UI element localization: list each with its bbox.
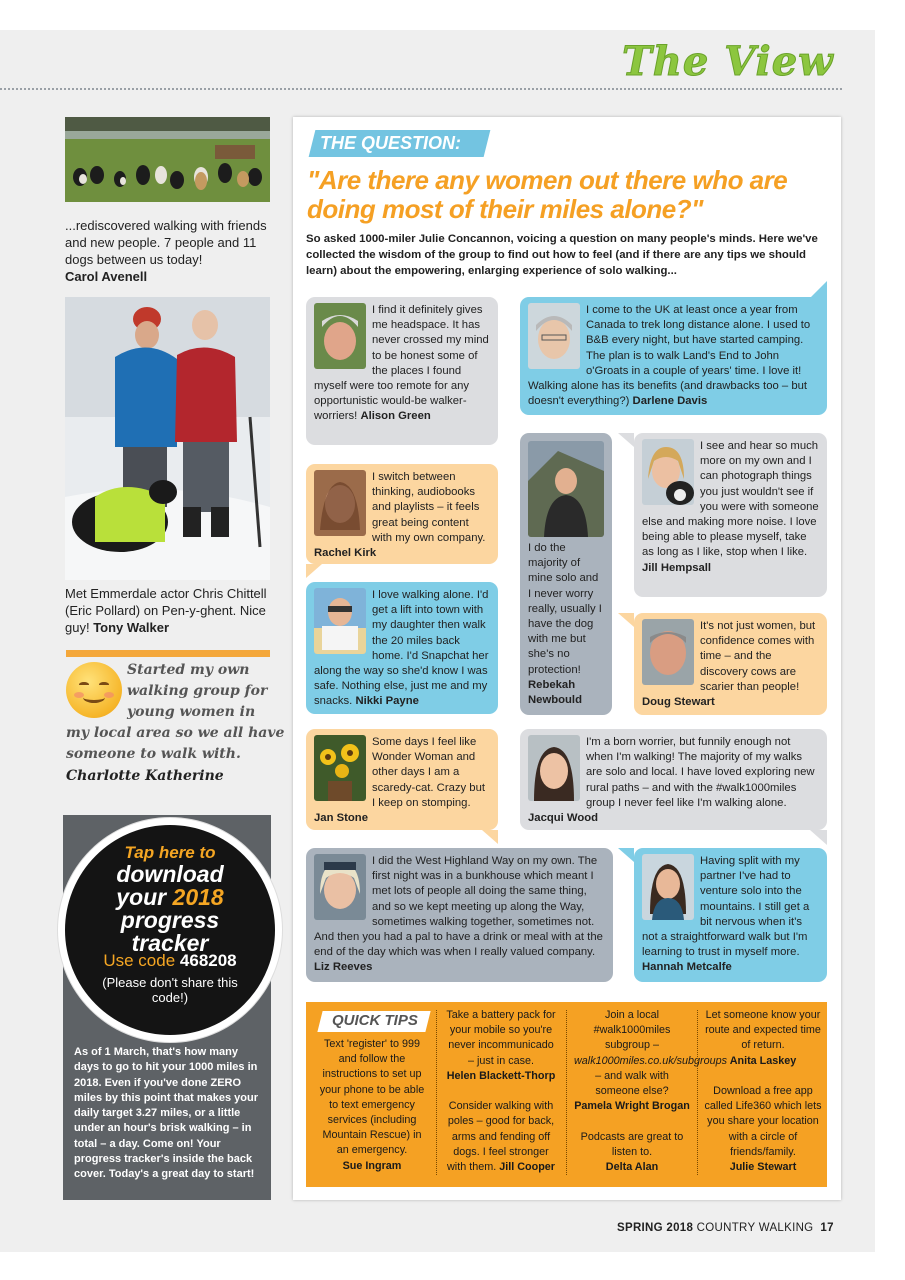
promo-code: Use code 468208 — [103, 951, 237, 970]
tip-column: Text 'register' to 999 and follow the instructions to set up your phone to be able to text emergency services (including Mountain Rescue) in an emergency. Sue Ingram — [319, 1038, 425, 1172]
response-bubble: I come to the UK at least once a year from Canada to trek long distance alone. I used to B&B every night, but have started camping. The plan is to walk Land's End to John o'Groats in a couple of years' time. I love it! Walking alone has its benefits (and drawbacks too – but doesn't everything?) Darlene Davis — [520, 297, 827, 415]
pull-quote-line: young women in — [127, 704, 256, 720]
tip-column: Take a battery pack for your mobile so you're never incommunicado – just in case. Helen Blackett-Thorp Consider walking with poles – good for back, arms and fending off dogs. I feel stronger with them. Jill Cooper — [446, 1009, 556, 1174]
response-bubble: I find it definitely gives me headspace. It has never crossed my mind to be honest some of the places I found myself were too remote for any opportunistic would-be walker-worriers! Alison Green — [306, 297, 498, 445]
tip-divider — [566, 1010, 567, 1175]
dogs-group-photo — [65, 117, 270, 202]
tip-divider — [697, 1010, 698, 1175]
avatar — [642, 619, 694, 685]
smiling-face-icon — [66, 662, 122, 718]
code-note: (Please don't share this code!) — [102, 975, 238, 1005]
response-bubble: Some days I feel like Wonder Woman and other days I am a scaredy-cat. Crazy but I keep on stomping. Jan Stone — [306, 729, 498, 830]
caption-carol: ...rediscovered walking with friends and new people. 7 people and 11 dogs between us today! Carol Avenell — [65, 218, 267, 284]
avatar — [528, 735, 580, 801]
avatar — [314, 854, 366, 920]
masthead-title: The View — [622, 38, 834, 85]
avatar — [528, 303, 580, 369]
page-number: 17 — [820, 1222, 834, 1234]
bubble-tail — [618, 613, 634, 627]
avatar — [314, 735, 366, 801]
quick-tips-label: QUICK TIPS — [332, 1012, 418, 1029]
page-footer: SPRING 2018 COUNTRY WALKING 17 — [617, 1222, 834, 1234]
response-bubble: It's not just women, but confidence comes with time – and the discovery cows are scarier than people! Doug Stewart — [634, 613, 827, 715]
headline: "Are there any women out there who are doing most of their miles alone?" — [307, 165, 788, 224]
response-bubble: I did the West Highland Way on my own. The first night was in a bunkhouse which meant I met lots of people all doing the same thing, and so we kept meeting up along the Way, sometimes walking together, sometimes not. And then you had a pal to have a drink or meal with at the end of the day which was when I really valued company. Liz Reeves — [306, 848, 613, 982]
tip-column: Join a local #walk1000miles subgroup – walk1000miles.co.uk/subgroups – and walk with someone else? Pamela Wright Brogan Podcasts are great to listen to. Delta Alan — [574, 1009, 728, 1174]
bubble-tail — [810, 830, 827, 845]
tracker-line: your 2018 — [116, 884, 224, 910]
response-bubble: I'm a born worrier, but funnily enough not when I'm walking! The majority of my walks are solo and local. I have loved exploring new rural paths – and with the #walk1000miles group I never feel like I'm walking alone. Jacqui Wood — [520, 729, 827, 830]
avatar — [642, 854, 694, 920]
avatar — [314, 470, 366, 536]
question-label: THE QUESTION: — [320, 133, 462, 153]
pull-quote-line: Started my own — [127, 662, 250, 678]
tip-divider — [436, 1010, 437, 1175]
intro-text: So asked 1000-miler Julie Concannon, voicing a question on many people's minds. Here we've collected the wisdom of the group to find out how to feel (and if there are any tips we should learn) about the empowering, enlarging experience of solo walking... — [306, 233, 818, 277]
pull-quote-line: my local area so we all have — [66, 725, 285, 741]
bubble-tail — [618, 433, 634, 447]
bubble-tail — [482, 830, 498, 844]
bubble-tail — [306, 564, 322, 578]
avatar — [642, 439, 694, 505]
pull-quote-line: walking group for — [127, 683, 268, 699]
snow-walkers-photo — [65, 297, 270, 580]
avatar — [314, 303, 366, 369]
caption-author: Tony Walker — [93, 620, 170, 635]
quote-accent-bar — [66, 650, 270, 657]
response-bubble: Having split with my partner I've had to venture solo into the mountains. I still get a bit nervous when it's not a straightforward walk but I'm learning to trust in myself more. Hannah Metcalfe — [634, 848, 827, 982]
tap-here-label: Tap here to — [124, 843, 216, 862]
caption-author: Carol Avenell — [65, 269, 148, 284]
avatar — [528, 441, 604, 537]
caption-tony: Met Emmerdale actor Chris Chittell (Eric Pollard) on Pen-y-ghent. Nice guy! Tony Walker — [65, 586, 267, 635]
bubble-tail — [618, 848, 634, 862]
avatar — [314, 588, 366, 654]
tracker-line: download — [116, 861, 224, 887]
response-bubble: I switch between thinking, audiobooks and playlists – it feels great being content with my own company. Rachel Kirk — [306, 464, 498, 564]
response-bubble: I do the majority of mine solo and I never worry really, usually I have the dog with me but she's no protection! Rebekah Newbould — [520, 433, 612, 715]
header-divider — [0, 88, 842, 90]
tracker-line: tracker — [131, 930, 209, 956]
tip-column: Let someone know your route and expected time of return. Anita Laskey Download a free app called Life360 which lets you share your location with a circle of friends/family. Julie Stewart — [704, 1009, 822, 1174]
bubble-tail — [810, 281, 827, 298]
response-bubble: I see and hear so much more on my own and I can photograph things you just wouldn't see if you were with someone else and making more noise. I love being able to please myself, take as long as I like, stop when I like. Jill Hempsall — [634, 433, 827, 597]
tracker-description: As of 1 March, that's how many days to go to hit your 1000 miles in 2018. Even if you've done ZERO miles by this point that makes your daily target 3.27 miles, or a little under an hour's brisk walking – in total – a day. Come on! Your progress tracker's inside the back cover. Today's a great day to start! — [74, 1046, 258, 1181]
response-bubble: I love walking alone. I'd get a lift into town with my daughter then walk the 20 miles back home. I'd Snapchat her along the way so she'd know I was safe. Nothing else, just me and my snacks. Nikki Payne — [306, 582, 498, 714]
pull-quote-author: Charlotte Katherine — [66, 768, 224, 784]
pull-quote-line: someone to walk with. — [66, 746, 241, 762]
subgroups-link[interactable]: walk1000miles.co.uk/subgroups — [574, 1054, 728, 1067]
download-tracker-button[interactable] — [58, 818, 282, 1042]
tracker-line: progress — [120, 907, 220, 933]
